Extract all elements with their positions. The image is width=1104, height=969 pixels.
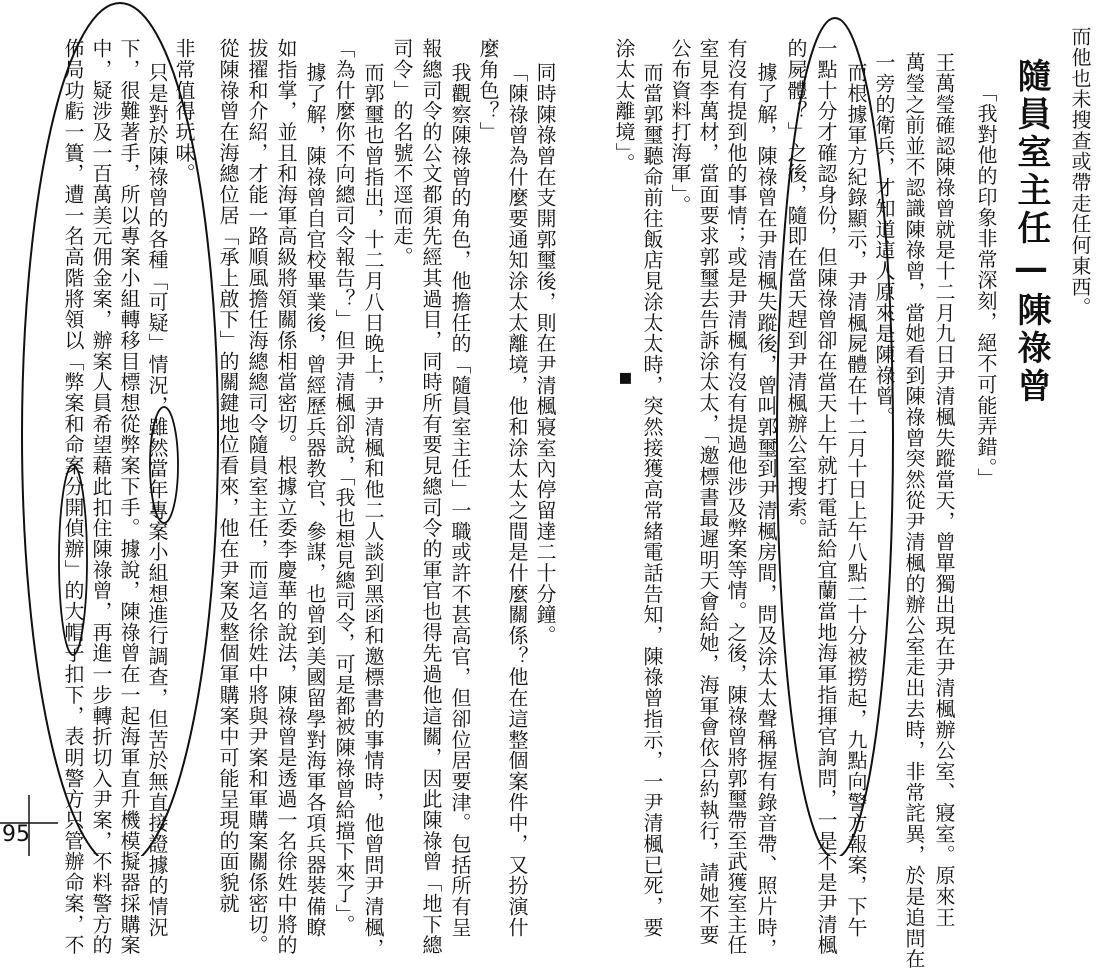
- left-col-2: 「陳祿曾為什麼要通知涂太太離境，他和涂太太之間是什麼關係？他在這整個案件中，又扮演什: [505, 62, 529, 938]
- left-col-12: 從陳祿曾在海總位居「承上啟下」的關鍵地位看來，他在尹案及整個軍購案中可能呈現的面貌就: [216, 38, 240, 914]
- right-col-1: 「我對他的印象非常深刻，絕不可能弄錯。」: [974, 82, 998, 489]
- left-page-small-oval-lower: [59, 465, 87, 655]
- right-col-5: 而根據軍方紀錄顯示，尹清楓屍體在十二月十日上午八點二十分被撈起，九點向警方報案，下午: [844, 62, 868, 938]
- left-col-11: 拔擢和介紹，才能一路順風擔任海總總司令隨員室主任，而這名徐姓中將與尹案和軍購案關係密切。: [245, 38, 269, 956]
- left-col-1: 同時陳祿曾在支開郭璽後，則在尹清楓寢室內停留達二十分鐘。: [533, 62, 557, 646]
- right-col-10: 室見李萬材，當面要求郭璽去告訴涂太太，「邀標書最遲明天會給她，海軍會依合約執行，請她不要: [696, 38, 720, 946]
- left-col-14: 只是對於陳祿曾的各種「可疑」情況，雖然當年專案小組想進行調查，但苦於無直接證據的情況: [145, 62, 169, 938]
- right-col-6: 一點十分才確認身份，但陳祿曾卻在當天上午就打電話給宜蘭當地海軍指揮官詢問，一是不是尹清楓: [814, 38, 838, 956]
- left-col-6: 司令」的名號不逕而走。: [390, 38, 414, 268]
- left-col-17: 佈局功虧一簣，遭一名高階將領以「弊案和命案分開偵辦」的大帽子扣下，表明警方只管辦命案，不: [61, 38, 85, 956]
- left-page-small-oval-upper: [150, 407, 178, 523]
- right-col-3: 萬瑩之前並不認識陳祿曾，當她看到陳祿曾突然從尹清楓的辦公室走出去時，非常詫異，於是追問在: [902, 52, 926, 969]
- right-page-oval: [777, 18, 893, 856]
- page-number: 95: [2, 822, 30, 847]
- right-col-7: 的屍體？」之後，隨即在當天趕到尹清楓辦公室搜索。: [784, 38, 808, 539]
- left-col-15: 下，很難著手，所以專案小組轉移目標想從弊案下手。據說，陳祿曾在一起海軍直升機模擬器採購案: [117, 38, 141, 956]
- left-col-3: 麼角色？」: [476, 38, 500, 143]
- stray-scan-mark: ▪: [618, 365, 633, 390]
- left-col-9: 據了解，陳祿曾自官校畢業後，曾經歷兵器教官、參謀，也曾到美國留學對海軍各項兵器裝備瞭: [303, 62, 327, 938]
- left-col-8: 「為什麼你不向總司令報告？」但尹清楓卻說，「我也想見總司令，可是都被陳祿曾給擋下來了」。: [332, 38, 356, 936]
- right-col-11: 公布資料打海軍」。: [668, 38, 692, 216]
- right-page-top-line: 而他也未搜查或帶走任何東西。: [1068, 26, 1092, 318]
- right-col-8: 據了解，陳祿曾在尹清楓失蹤後，曾叫郭璽到尹清楓房間，問及涂太太聲稱握有錄音帶、照片時，: [754, 62, 778, 959]
- left-col-4: 我觀察陳祿曾的角色，他擔任的「隨員室主任」一職或許不甚高官，但卻位居要津。包括所有呈: [448, 62, 472, 938]
- right-col-2: 王萬瑩確認陳祿曾就是十二月九日尹清楓失蹤當天，曾單獨出現在尹清楓辦公室、寢室。原來王: [932, 52, 956, 928]
- right-col-9: 有沒有提到他的事情；或是尹清楓有沒有提過他涉及弊案等情。之後，陳祿曾將郭璽帶至武獲室主任: [724, 38, 748, 956]
- left-page-large-oval: [22, 3, 218, 856]
- left-col-13: 非常值得玩味。: [172, 38, 196, 184]
- right-col-12: 而當郭璽聽命前往飯店見涂太太時，突然接獲高常緒電話告知，陳祿曾指示，一尹清楓已死，要: [640, 62, 664, 938]
- left-col-5: 報總司令的公文都須先經其過目，同時所有要見總司令的軍官也得先過他這關，因此陳祿曾「地下總: [419, 38, 443, 956]
- right-col-4: 一旁的衛兵，才知道這人原來是陳祿曾。: [872, 52, 896, 428]
- right-col-13: 涂太太離境」。: [612, 38, 636, 174]
- section-heading: 隨員室主任—陳祿曾: [1011, 58, 1051, 406]
- left-col-10: 如指掌，並且和海軍高級將領關係相當密切。根據立委李慶華的說法，陳祿曾是透過一名徐姓中將的: [274, 38, 298, 956]
- left-col-16: 中，疑涉及一百萬美元佣金案，辦案人員希望藉此扣住陳祿曾，再進一步轉折切入尹案，不料警方的: [89, 38, 113, 956]
- left-col-7: 而郭璽也曾指出，十二月八日晚上，尹清楓和他二人談到黑函和邀標書的事情時，他曾問尹清楓，: [361, 62, 385, 959]
